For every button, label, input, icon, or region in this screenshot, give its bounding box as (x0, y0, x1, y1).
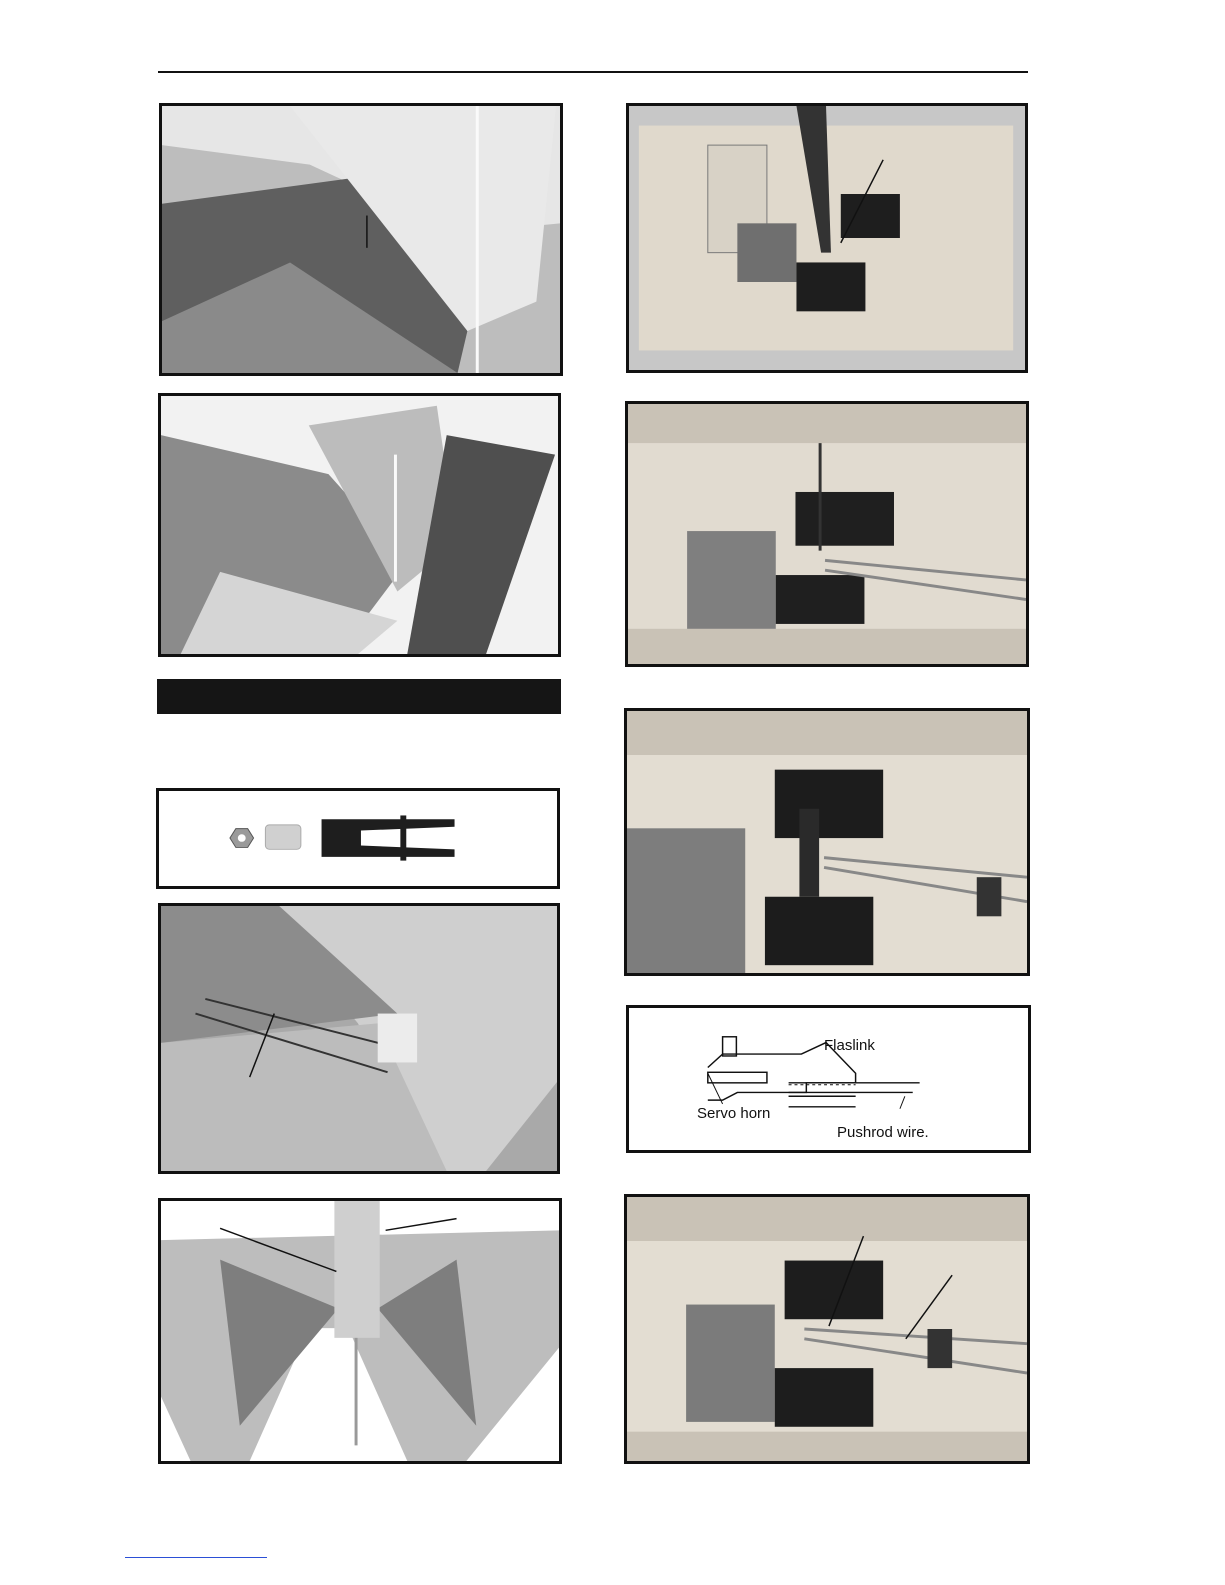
servo-horn-label: Servo horn (697, 1105, 771, 1122)
header-rule (158, 71, 1028, 73)
pushrod-wire-label: Pushrod wire. (837, 1124, 929, 1141)
photo-elevator-pushrods (158, 903, 560, 1174)
photo-rudder-hinge-side (158, 393, 561, 657)
photo-tail-rear-view (158, 1198, 562, 1464)
photo-rudder-hinge-top (159, 103, 563, 376)
photo-servo-tray-2 (624, 708, 1030, 976)
flaslink-diagram (626, 1005, 1031, 1153)
photo-servo-tray-pliers (626, 103, 1028, 373)
flaslink-label: Flaslink (824, 1037, 875, 1054)
photo-servo-tray-1 (625, 401, 1029, 667)
photo-hardware-parts (156, 788, 560, 889)
section-header-bar (157, 679, 561, 714)
footer-link-underline[interactable] (125, 1557, 267, 1558)
rubber-pad-icon (265, 825, 300, 849)
photo-servo-tray-3 (624, 1194, 1030, 1464)
